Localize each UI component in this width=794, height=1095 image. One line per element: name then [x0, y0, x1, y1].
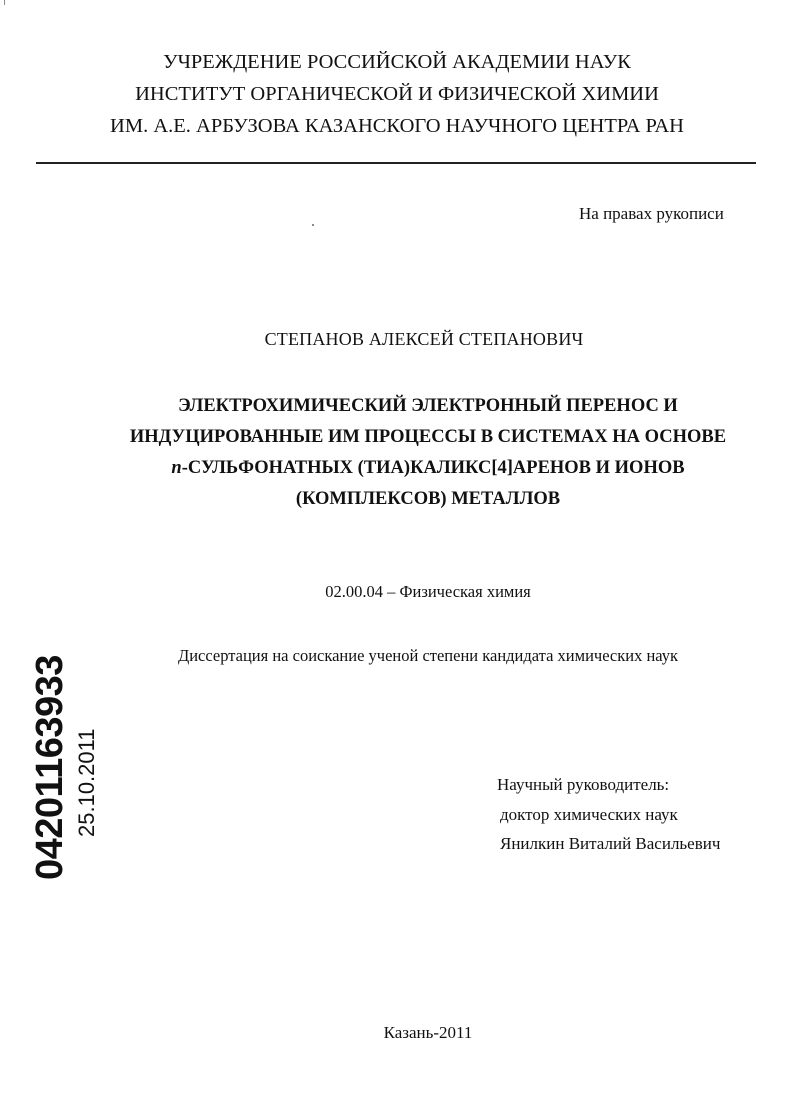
stamp-date: 25.10.2011 [74, 728, 99, 837]
supervisor-degree: доктор химических наук [500, 804, 678, 824]
scan-speck [312, 224, 314, 226]
corner-mark [4, 0, 5, 5]
institution-header [0, 46, 794, 142]
dissertation-title [0, 391, 794, 515]
supervisor-label: Научный руководитель: [497, 775, 670, 794]
title-para-prefix: п [171, 458, 182, 478]
dissertation-purpose: Диссертация на соискание ученой степени кандидата химических наук [177, 646, 679, 665]
title-line-3 [0, 453, 794, 484]
manuscript-note: На правах рукописи [579, 204, 724, 223]
institution-line-1: УЧРЕЖДЕНИЕ РОССИЙСКОЙ АКАДЕМИИ НАУК [163, 51, 631, 73]
title-line-4: (КОМПЛЕКСОВ) МЕТАЛЛОВ [295, 489, 561, 509]
stamp-number: 04201163933 [29, 655, 71, 880]
title-line-1: ЭЛЕКТРОХИМИЧЕСКИЙ ЭЛЕКТРОННЫЙ ПЕРЕНОС И [178, 396, 678, 416]
title-line-3-text: -СУЛЬФОНАТНЫХ (ТИА)КАЛИКС[4]АРЕНОВ И ИОНОВ [181, 458, 685, 478]
title-line-2: ИНДУЦИРОВАННЫЕ ИМ ПРОЦЕССЫ В СИСТЕМАХ НА ОСНОВЕ [129, 427, 727, 447]
library-stamp [14, 580, 100, 880]
institution-line-2: ИНСТИТУТ ОРГАНИЧЕСКОЙ И ФИЗИЧЕСКОЙ ХИМИИ [135, 83, 659, 105]
specialty-code: 02.00.04 – Физическая химия [325, 582, 531, 601]
institution-line-3: ИМ. А.Е. АРБУЗОВА КАЗАНСКОГО НАУЧНОГО ЦЕНТРА РАН [110, 115, 684, 137]
header-divider [36, 162, 756, 164]
supervisor-block [497, 770, 720, 859]
author-name: СТЕПАНОВ АЛЕКСЕЙ СТЕПАНОВИЧ [264, 329, 584, 349]
city-year: Казань-2011 [383, 1023, 473, 1042]
supervisor-name: Янилкин Виталий Васильевич [500, 834, 721, 853]
